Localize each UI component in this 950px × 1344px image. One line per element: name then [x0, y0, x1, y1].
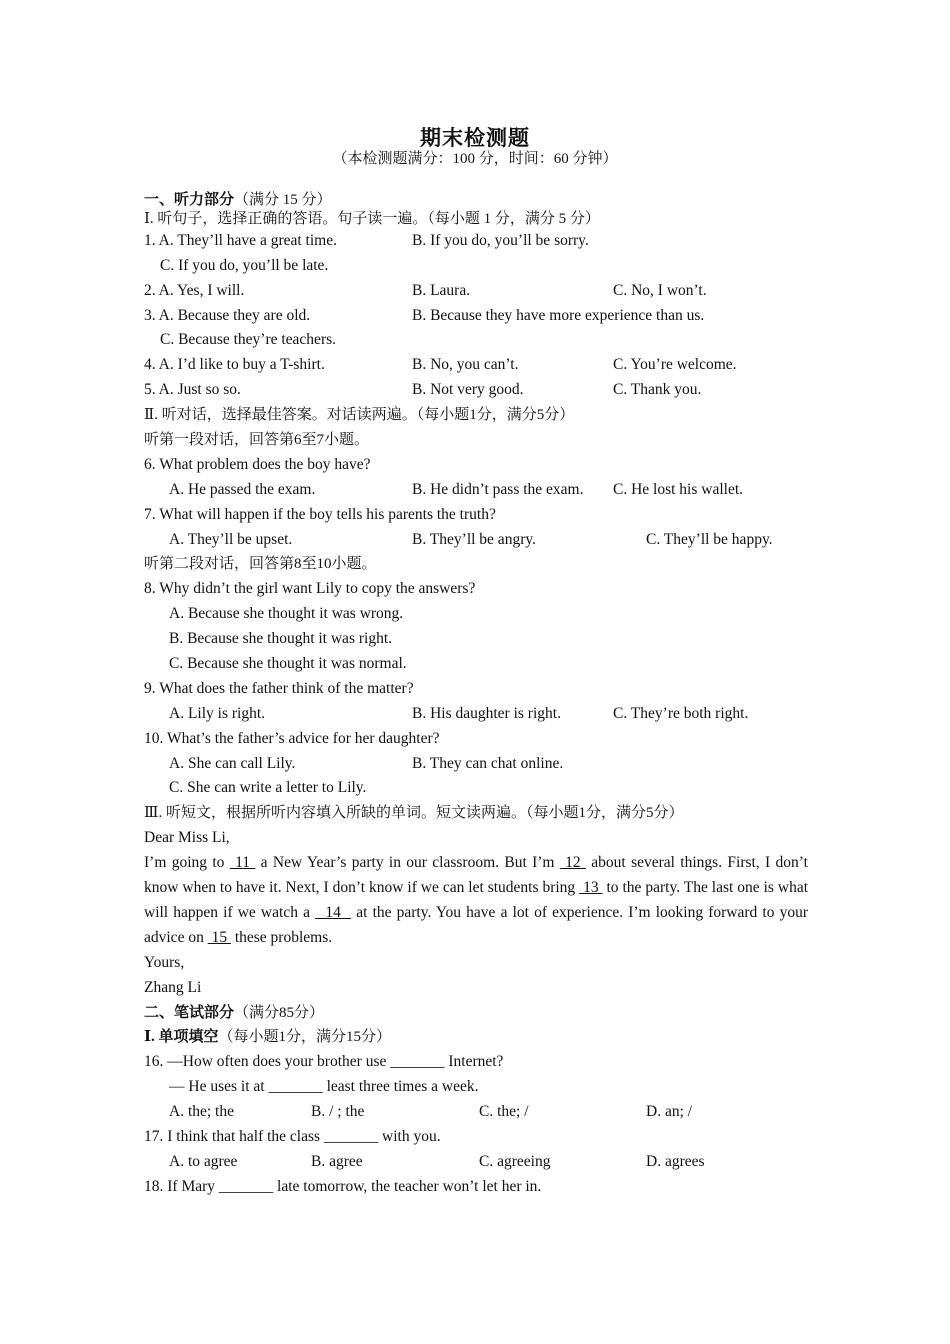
part2-section1-heading — [144, 1025, 808, 1050]
section3-instructions: Ⅲ. 听短文，根据所听内容填入所缺的单词。短文读两遍。（每小题1分，满分5分） — [144, 805, 684, 822]
option-b: B. Laura. — [412, 281, 471, 299]
section1-instructions: Ⅰ. 听句子，选择正确的答语。句子读一遍。（每小题 1 分，满分 5 分） — [144, 210, 600, 227]
option-b: B. If you do, you’ll be sorry. — [412, 231, 589, 249]
question-16-options — [144, 1100, 808, 1125]
option-a: 4. A. I’d like to buy a T-shirt. — [144, 356, 325, 374]
option-c: C. He lost his wallet. — [613, 480, 744, 498]
option-c: C. They’ll be happy. — [646, 530, 773, 548]
question-4 — [144, 353, 808, 378]
option-b: B. Because they have more experience than us. — [412, 306, 705, 324]
exam-body — [144, 188, 808, 1200]
question-2 — [144, 279, 808, 304]
option-b: B. agree — [311, 1152, 363, 1170]
option-c: C. They’re both right. — [613, 704, 749, 722]
question-1 — [144, 229, 808, 254]
question-10-option-c: C. She can write a letter to Lily. — [169, 779, 367, 797]
question-17-options — [144, 1150, 808, 1175]
part2-heading — [144, 1001, 808, 1026]
option-c: C. You’re welcome. — [613, 356, 737, 374]
option-c: C. the; / — [479, 1103, 529, 1121]
question-10-options — [144, 752, 808, 777]
option-a: A. She can call Lily. — [169, 754, 296, 772]
question-6: 6. What problem does the boy have? — [144, 455, 371, 473]
option-d: D. an; / — [646, 1103, 693, 1121]
letter-greeting: Dear Miss Li, — [144, 829, 230, 847]
dialogue1-note: 听第一段对话，回答第6至7小题。 — [144, 432, 370, 449]
part2-section1-note: （每小题1分，满分15分） — [218, 1029, 392, 1046]
option-b: B. They can chat online. — [412, 754, 564, 772]
page-title: 期末检测题 — [420, 126, 530, 150]
question-17: 17. I think that half the class _______ with you. — [144, 1128, 441, 1146]
question-8-option-c: C. Because she thought it was normal. — [169, 655, 407, 673]
part2-section1-title: Ⅰ. 单项填空 — [144, 1029, 219, 1046]
option-c: C. No, I won’t. — [613, 281, 707, 299]
blank-12: 12 — [559, 854, 586, 872]
question-7: 7. What will happen if the boy tells his parents the truth? — [144, 505, 496, 523]
question-3-option-c: C. Because they’re teachers. — [160, 331, 337, 349]
option-b: B. No, you can’t. — [412, 356, 519, 374]
letter-closing: Yours, — [144, 953, 185, 971]
letter-text: about several things. First, I don’t know when to have it. Next, I don’t know if we can let students bring — [144, 854, 808, 897]
question-8-option-b: B. Because she thought it was right. — [169, 630, 392, 648]
letter-text: these problems. — [230, 928, 333, 946]
option-c: C. agreeing — [479, 1152, 551, 1170]
blank-15: 15 — [207, 928, 231, 946]
part2-heading-note: （满分85分） — [234, 1004, 325, 1021]
question-5 — [144, 378, 808, 403]
option-a: A. He passed the exam. — [169, 480, 316, 498]
option-a: A. to agree — [169, 1152, 238, 1170]
letter-text: I’m going to — [144, 854, 230, 872]
question-18: 18. If Mary _______ late tomorrow, the teacher won’t let her in. — [144, 1177, 542, 1195]
option-c: C. Thank you. — [613, 381, 702, 399]
question-16: 16. —How often does your brother use _______ Internet? — [144, 1053, 504, 1071]
blank-14: 14 — [315, 903, 352, 921]
option-b: B. His daughter is right. — [412, 704, 561, 722]
page-subtitle: （本检测题满分：100 分，时间：60 分钟） — [332, 151, 618, 167]
part1-heading-title: 一、听力部分 — [144, 192, 235, 208]
question-16-reply: — He uses it at _______ least three times a week. — [169, 1078, 479, 1096]
letter-signature: Zhang Li — [144, 978, 202, 996]
question-6-options — [144, 478, 808, 503]
option-d: D. agrees — [646, 1152, 705, 1170]
question-8-option-a: A. Because she thought it was wrong. — [169, 605, 404, 623]
part2-heading-title: 二、笔试部分 — [144, 1004, 235, 1021]
option-a: A. Lily is right. — [169, 704, 266, 722]
blank-13: 13 — [579, 879, 603, 897]
letter-text: at the party. You have a lot of experience. I’m looking forward to your advice on — [144, 903, 809, 946]
option-b: B. / ; the — [311, 1103, 365, 1121]
option-a: 5. A. Just so so. — [144, 381, 241, 399]
letter-text: to the party. The last one is what will happen if we watch a — [144, 879, 809, 921]
option-b: B. They’ll be angry. — [412, 530, 536, 548]
letter-body — [144, 851, 808, 951]
dialogue2-note: 听第二段对话，回答第8至10小题。 — [144, 556, 377, 573]
letter-text: a New Year’s party in our classroom. But I’m — [255, 854, 560, 872]
section2-instructions: Ⅱ. 听对话，选择最佳答案。对话读两遍。（每小题1分，满分5分） — [144, 407, 575, 424]
option-a: A. the; the — [169, 1103, 234, 1121]
question-7-options — [144, 528, 808, 553]
question-9: 9. What does the father think of the matter? — [144, 679, 414, 697]
question-3 — [144, 304, 808, 329]
option-a: 3. A. Because they are old. — [144, 306, 311, 324]
question-9-options — [144, 702, 808, 727]
option-b: B. Not very good. — [412, 381, 524, 399]
option-a: 1. A. They’ll have a great time. — [144, 231, 337, 249]
option-a: 2. A. Yes, I will. — [144, 281, 245, 299]
question-1-option-c: C. If you do, you’ll be late. — [160, 256, 329, 274]
option-b: B. He didn’t pass the exam. — [412, 480, 584, 498]
part1-heading-note: （满分 15 分） — [234, 192, 332, 208]
question-8: 8. Why didn’t the girl want Lily to copy the answers? — [144, 580, 476, 598]
blank-11: 11 — [229, 854, 256, 872]
option-a: A. They’ll be upset. — [169, 530, 293, 548]
question-10: 10. What’s the father’s advice for her daughter? — [144, 729, 440, 747]
